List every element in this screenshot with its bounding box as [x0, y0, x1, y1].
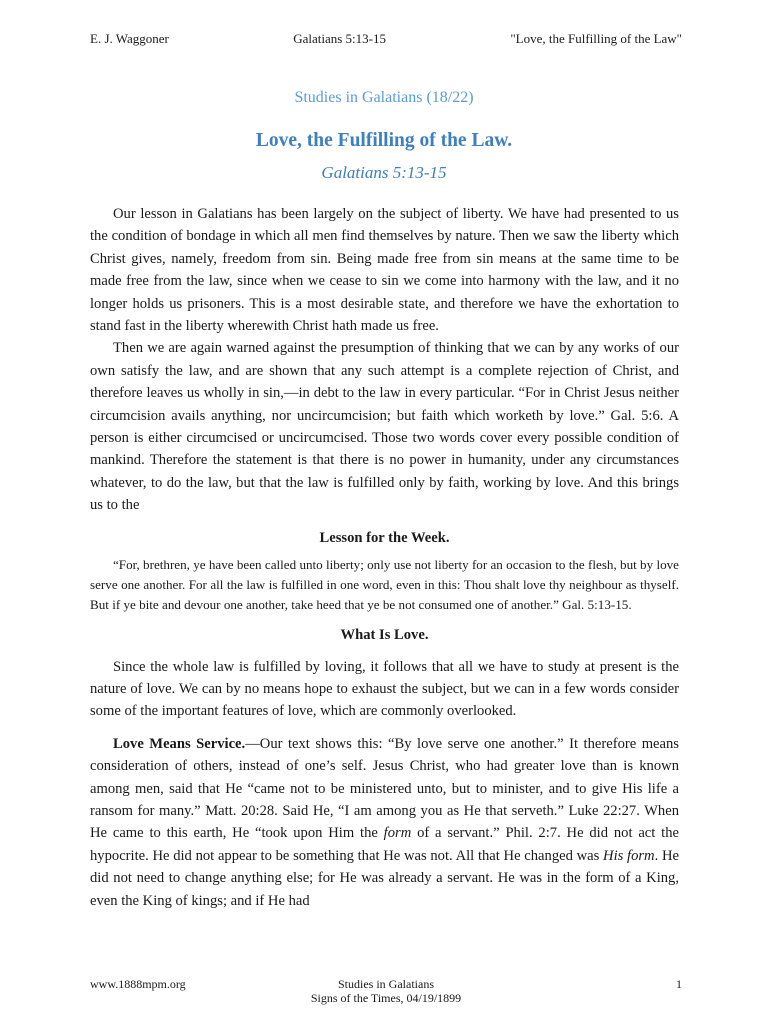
header-article-title: "Love, the Fulfilling of the Law": [510, 31, 682, 46]
footer-source: [90, 977, 682, 1005]
section-heading: What Is Love.: [340, 627, 429, 644]
emphasis: His form: [603, 847, 655, 864]
header-reference: Galatians 5:13-15: [293, 31, 387, 46]
emphasis: form: [383, 825, 412, 842]
scripture-reference: Galatians 5:13-15: [321, 163, 447, 182]
paragraph: [90, 733, 679, 912]
header-author: E. J. Waggoner: [90, 31, 169, 46]
series-title: Studies in Galatians (18/22): [294, 89, 474, 106]
footer-site-link[interactable]: www.1888mpm.org: [90, 977, 186, 991]
footer-series: Studies in Galatians: [338, 977, 434, 991]
paragraph: Then we are again warned against the presumption of thinking that we can by any works of our own satisfy the law, and are shown that any such attempt is a complete rejection of Christ, and therefore leaves us wholly in sin,—in debt to the law in every particular. “For in Christ Jesus neither circumcision avails anything, nor uncircumcision; but faith which worketh by love.” Gal. 5:6. A person is either circumcised or uncircumcised. Those two words cover every possible condition of mankind. Therefore the statement is that there is no power in humanity, under any circumstances whatever, to do the law, but that the law is fulfilled only by faith, working by love. And this brings us to the: [90, 340, 679, 514]
paragraph-text: . He did not need to change anything else; for He was already a servant. He was in the form of a King, even the King of kings; and if He had: [90, 847, 679, 909]
paragraph-text: of a servant.” Phil. 2:7. He did not act the hypocrite. He did not appear to be something that He was not. All that He changed was: [90, 825, 679, 864]
footer-publication: Signs of the Times, 04/19/1899: [310, 991, 462, 1005]
section-heading: Lesson for the Week.: [319, 529, 450, 546]
paragraph-text: —Our text shows this: “By love serve one another.” It therefore means consideration of others, instead of one’s self. Jesus Christ, who had greater love than is known among men, said that He “came not to be ministered unto, but to minister, and to give His life a ransom for many.” Matt. 20:28. Said He, “I am among you as He that serveth.” Luke 22:27. When He came to this earth, He “took upon Him the: [90, 735, 679, 842]
article-body: [90, 203, 679, 912]
article-title: Love, the Fulfilling of the Law.: [255, 130, 513, 151]
page-number: 1: [676, 977, 682, 991]
page-header: [90, 30, 682, 48]
paragraph: Since the whole law is fulfilled by loving, it follows that all we have to study at present is the nature of love. We can by no means hope to exhaust the subject, but we can in a few words consider some of the important features of love, which are commonly overlooked.: [90, 658, 679, 720]
paragraph: Our lesson in Galatians has been largely on the subject of liberty. We have had presented to us the condition of bondage in which all men find themselves by nature. Then we saw the liberty which Christ gives, namely, freedom from sin. Being made free from sin means at the same time to be made free from the law, since when we cease to sin we come into harmony with the law, and it no longer holds us prisoners. This is a most desirable state, and therefore we have the exhortation to stand fast in the liberty wherewith Christ hath made us free.: [90, 206, 679, 335]
paragraph-lead: Love Means Service.: [113, 735, 246, 752]
scripture-quote: “For, brethren, ye have been called unto liberty; only use not liberty for an occasion to the flesh, but by love serve one another. For all the law is fulfilled in one word, even in this: Thou shalt love thy neighbour as thyself. But if ye bite and devour one another, take heed that ye be not consumed one of another.” Gal. 5:13-15.: [90, 557, 679, 612]
